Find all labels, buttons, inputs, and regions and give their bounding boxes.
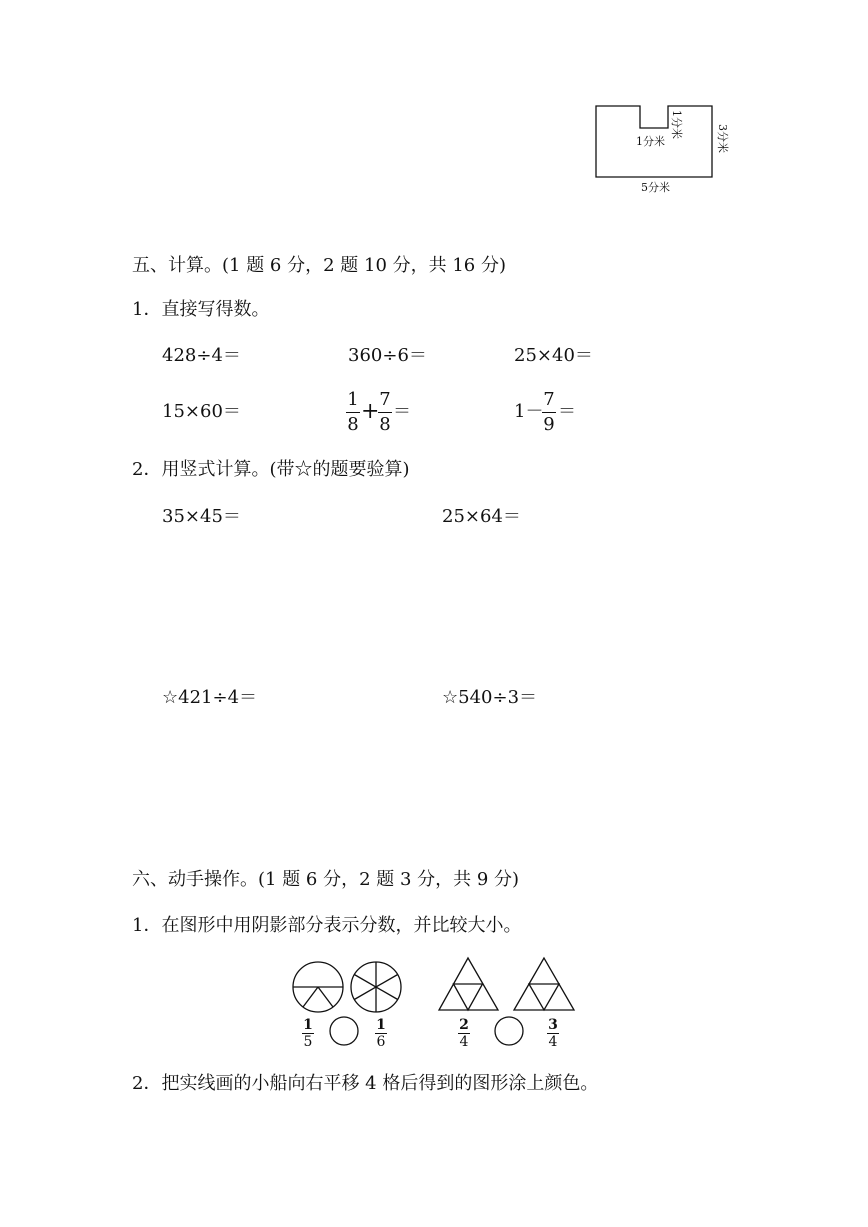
fraction-numerator: 3: [548, 1017, 558, 1033]
fraction-denominator: 8: [379, 414, 391, 435]
fraction-numerator: 7: [543, 389, 555, 410]
compare-circle-2[interactable]: [495, 1017, 523, 1045]
fraction-numerator: 2: [459, 1017, 469, 1033]
vertical-calc-2: 25×64＝: [442, 506, 521, 527]
section-6-title: 六、动手操作。(1 题 6 分，2 题 3 分，共 9 分): [132, 869, 520, 890]
plus-sign: +: [361, 399, 380, 424]
equals-sign: ＝: [558, 401, 576, 422]
fraction-numerator: 1: [376, 1017, 386, 1033]
equals-sign: ＝: [393, 401, 411, 422]
label-right-height: 3分米: [716, 124, 729, 153]
fraction-denominator: 4: [548, 1034, 558, 1050]
label-inner-height: 1分米: [670, 110, 683, 139]
fraction-numerator: 7: [379, 389, 391, 410]
s6-q1-label: 1．在图形中用阴影部分表示分数，并比较大小。: [132, 915, 522, 936]
q2-label: 2．用竖式计算。(带☆的题要验算): [132, 459, 410, 480]
triangle-quarters-2: [514, 958, 574, 1010]
compare-circle-1[interactable]: [330, 1017, 358, 1045]
vertical-calc-1: 35×45＝: [162, 506, 241, 527]
circle-sixths: [351, 962, 401, 1012]
vertical-calc-4: ☆540÷3＝: [442, 687, 538, 708]
calc-item-3: 25×40＝: [514, 345, 593, 366]
section-5-title: 五、计算。(1 题 6 分，2 题 10 分，共 16 分): [132, 255, 506, 276]
fraction-denominator: 4: [459, 1034, 469, 1050]
vertical-calc-3: ☆421÷4＝: [162, 687, 258, 708]
calc-item-4: 15×60＝: [162, 401, 241, 422]
fraction-1-6: [375, 1017, 387, 1050]
fraction-numerator: 1: [347, 389, 359, 410]
s6-q2-label: 2．把实线画的小船向右平移 4 格后得到的图形涂上颜色。: [132, 1073, 599, 1094]
one-minus: 1－: [514, 401, 544, 422]
fraction-denominator: 8: [347, 414, 359, 435]
fraction-1-5: [302, 1017, 314, 1050]
circle-fifths: [293, 962, 343, 1012]
label-bottom-width: 5分米: [641, 181, 670, 194]
calc-item-1: 428÷4＝: [162, 345, 241, 366]
fraction-2-4: [458, 1017, 470, 1050]
fraction-numerator: 1: [303, 1017, 313, 1033]
fraction-denominator: 5: [303, 1034, 313, 1050]
q1-label: 1．直接写得数。: [132, 299, 270, 320]
triangle-quarters-1: [439, 958, 498, 1010]
calc-item-2: 360÷6＝: [348, 345, 427, 366]
fraction-denominator: 9: [543, 414, 555, 435]
fraction-denominator: 6: [376, 1034, 386, 1050]
fraction-3-4: [547, 1017, 559, 1050]
label-inner-width: 1分米: [636, 135, 665, 148]
